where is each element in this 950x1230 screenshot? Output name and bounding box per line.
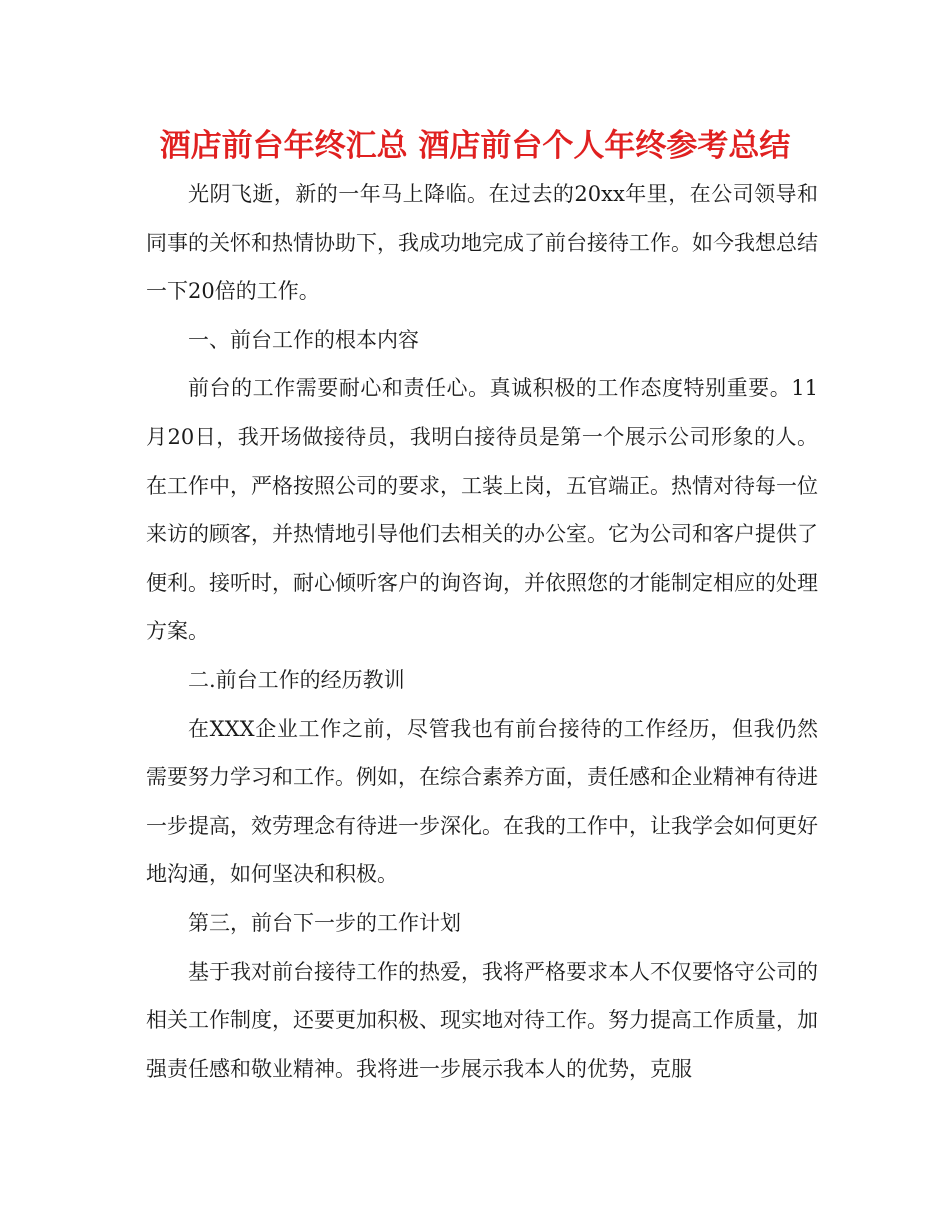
document-title: 酒店前台年终汇总 酒店前台个人年终参考总结 [159, 128, 791, 164]
section-heading-1: 一、前台工作的根本内容 [188, 327, 419, 352]
document-body [146, 170, 818, 1093]
paragraph-section-2: 在XXX企业工作之前，尽管我也有前台接待的工作经历，但我仍然需要努力学习和工作。例如，在综合素养方面，责任感和企业精神有待进一步提高，效劳理念有待进一步深化。在我的工作中，让我学会如何更好地沟通，如何坚决和积极。 [146, 716, 818, 887]
section-heading-2: 二.前台工作的经历教训 [188, 667, 405, 692]
paragraph-intro: 光阴飞逝，新的一年马上降临。在过去的20xx年里，在公司领导和同事的关怀和热情协助下，我成功地完成了前台接待工作。如今我想总结一下20倍的工作。 [146, 182, 818, 304]
paragraph-section-3: 基于我对前台接待工作的热爱，我将严格要求本人不仅要恪守公司的相关工作制度，还要更加积极、现实地对待工作。努力提高工作质量，加强责任感和敬业精神。我将进一步展示我本人的优势，克服 [146, 959, 818, 1081]
paragraph-section-1: 前台的工作需要耐心和责任心。真诚积极的工作态度特别重要。11月20日，我开场做接待员，我明白接待员是第一个展示公司形象的人。在工作中，严格按照公司的要求，工装上岗，五官端正。热情对待每一位来访的顾客，并热情地引导他们去相关的办公室。它为公司和客户提供了便利。接听时，耐心倾听客户的询咨询，并依照您的才能制定相应的处理方案。 [146, 376, 818, 644]
section-heading-3: 第三，前台下一步的工作计划 [188, 910, 461, 935]
